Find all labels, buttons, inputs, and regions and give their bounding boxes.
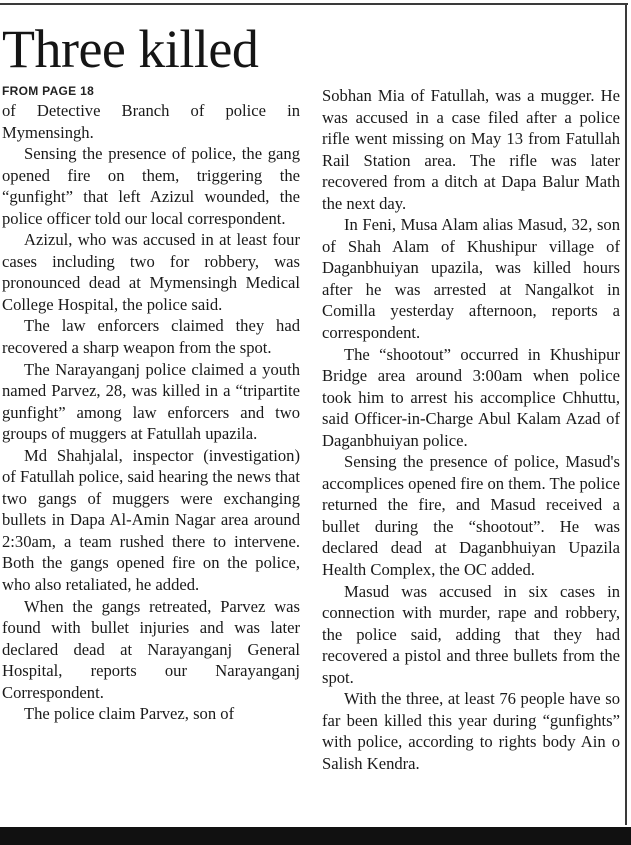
paragraph: Md Shahjalal, inspector (investigation) of Fatullah police, said hearing the news that two gangs of muggers were exchanging bullets in Dapa Al-Amin Nagar area around 2:30am, a team rushed there to intervene. Both the gangs opened fire on the police, who also retaliated, he added. [2, 445, 300, 595]
paragraph: With the three, at least 76 people have so far been killed this year during “gunfights” with police, according to rights body Ain o Salish Kendra. [322, 689, 620, 773]
left-column [2, 82, 300, 725]
paragraph: The Narayanganj police claimed a youth named Parvez, 28, was killed in a “tripartite gunfight” among law enforcers and two groups of muggers at Fatullah upazila. [2, 359, 300, 444]
right-column [322, 85, 620, 775]
column-rule-right [625, 3, 627, 825]
paragraph: When the gangs retreated, Parvez was found with bullet injuries and was later declared dead at Narayanganj General Hospital, reports our Narayanganj Correspondent. [2, 596, 300, 702]
paragraph: The “shootout” occurred in Khushipur Bridge area around 3:00am when police took him to arrest his accomplice Chhuttu, said Officer-in-Charge Abul Kalam Azad of Daganbhuiyan police. [322, 344, 620, 450]
paragraph: In Feni, Musa Alam alias Masud, 32, son of Shah Alam of Khushipur village of Daganbhuiyan upazila, was killed hours after he was arrested at Nangalkot in Comilla yesterday afternoon, reports a correspondent. [322, 215, 620, 343]
paragraph: Sensing the presence of police, the gang opened fire on them, triggering the “gunfight” that left Azizul wounded, the police officer told our local correspondent. [2, 144, 300, 228]
top-rule [0, 3, 628, 5]
paragraph: Sobhan Mia of Fatullah, was a mugger. He was accused in a case filed after a police rifle went missing on May 13 from Fatullah Rail Station area. The rifle was later recovered from a ditch at Dapa Balur Math the next day. [322, 86, 620, 213]
paragraph: of Detective Branch of police in Mymensingh. [2, 101, 300, 142]
headline: Three killed [2, 19, 259, 79]
bottom-border [0, 827, 631, 845]
paragraph: The law enforcers claimed they had recovered a sharp weapon from the spot. [2, 316, 300, 358]
paragraph: Masud was accused in six cases in connection with murder, rape and robbery, the police said, adding that they had recovered a pistol and three bullets from the spot. [322, 581, 620, 687]
continued-from-label: FROM PAGE 18 [2, 84, 95, 98]
paragraph: Azizul, who was accused in at least four cases including two for robbery, was pronounced dead at Mymensingh Medical College Hospital, the police said. [2, 230, 300, 314]
paragraph: Sensing the presence of police, Masud's accomplices opened fire on them. The police returned the fire, and Masud received a bullet during the “shootout”. He was declared dead at Daganbhuiyan Upazila Health Complex, the OC added. [322, 452, 620, 580]
paragraph: The police claim Parvez, son of [24, 704, 235, 724]
